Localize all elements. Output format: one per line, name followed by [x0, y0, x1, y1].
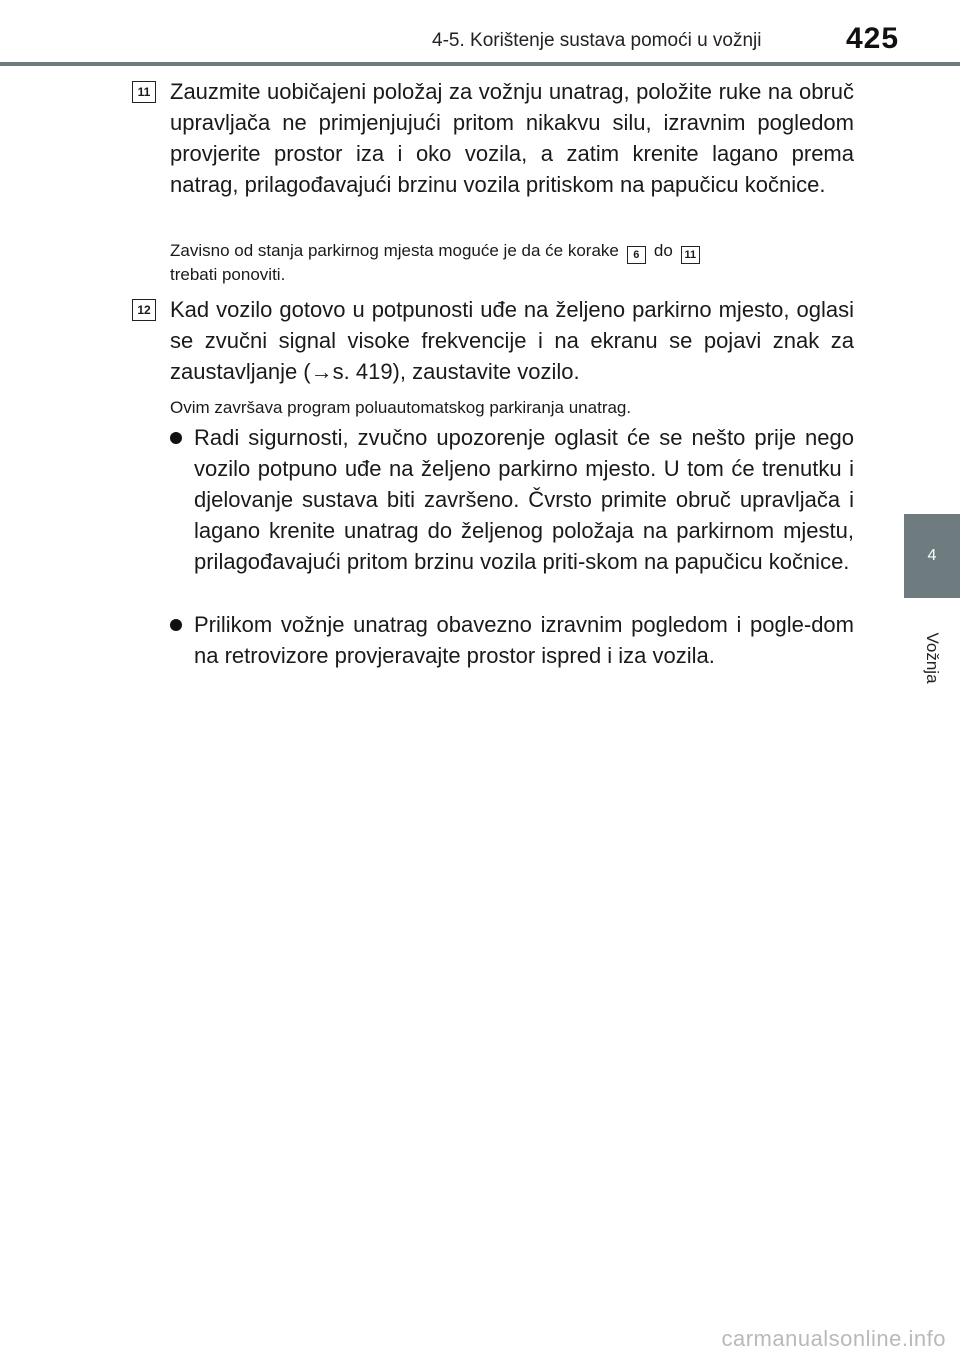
step-badge-11: 11 [132, 81, 156, 103]
note-text-after: trebati ponoviti. [170, 265, 286, 284]
inline-step-badge-6: 6 [627, 246, 646, 264]
step-11-text: Zauzmite uobičajeni položaj za vožnju unatrag, položite ruke na obruč upravljača ne primjenjujući pritom nikakvu silu, izravnim pogledom provjerite prostor iza i oko vozila, a zatim krenite lagano prema natrag, prilagođavajući brzinu vozila pritiskom na papučicu kočnice. [170, 79, 854, 197]
bullet-item [170, 609, 854, 671]
watermark: carmanualsonline.info [721, 1326, 946, 1351]
section-title: 4-5. Korištenje sustava pomoći u vožnji [432, 30, 762, 51]
inline-step-badge-11: 11 [681, 246, 700, 264]
header-divider [0, 62, 960, 66]
bullet-dot [170, 619, 182, 631]
bullet-text: Prilikom vožnje unatrag obavezno izravnim pogledom i pogle-dom na retrovizore provjeravajte prostor ispred i iza vozila. [194, 612, 854, 668]
chapter-tab [904, 514, 960, 598]
chapter-label: Vožnja [923, 632, 942, 684]
note-text-mid: do [653, 241, 673, 260]
step-12-text: Kad vozilo gotovo u potpunosti uđe na željeno parkirno mjesto, oglasi se zvučni signal visoke frekvencije i na ekranu se pojavi znak za zaustavljanje (→s. 419), zaustavite vozilo. [170, 297, 854, 384]
note-text-before: Zavisno od stanja parkirnog mjesta moguće je da će korake [170, 241, 619, 260]
chapter-number: 4 [927, 547, 937, 564]
bullet-text: Radi sigurnosti, zvučno upozorenje oglasit će se nešto prije nego vozilo potpuno uđe na željeno parkirno mjesto. U tom će trenutku i djelovanje sustava biti završeno. Čvrsto primite obruč upravljača i lagano krenite unatrag do željenog položaja na parkirnom mjestu, prilagođavajući pritom brzinu vozila priti-skom na papučicu kočnice. [194, 425, 854, 574]
chapter-label-box [904, 598, 960, 718]
bullet-dot [170, 432, 182, 444]
step-badge-12: 12 [132, 299, 156, 321]
step-11-note [170, 240, 854, 286]
bullet-item [170, 422, 854, 577]
page-number: 425 [846, 22, 900, 55]
step-12-note: Ovim završava program poluautomatskog parkiranja unatrag. [170, 398, 632, 417]
